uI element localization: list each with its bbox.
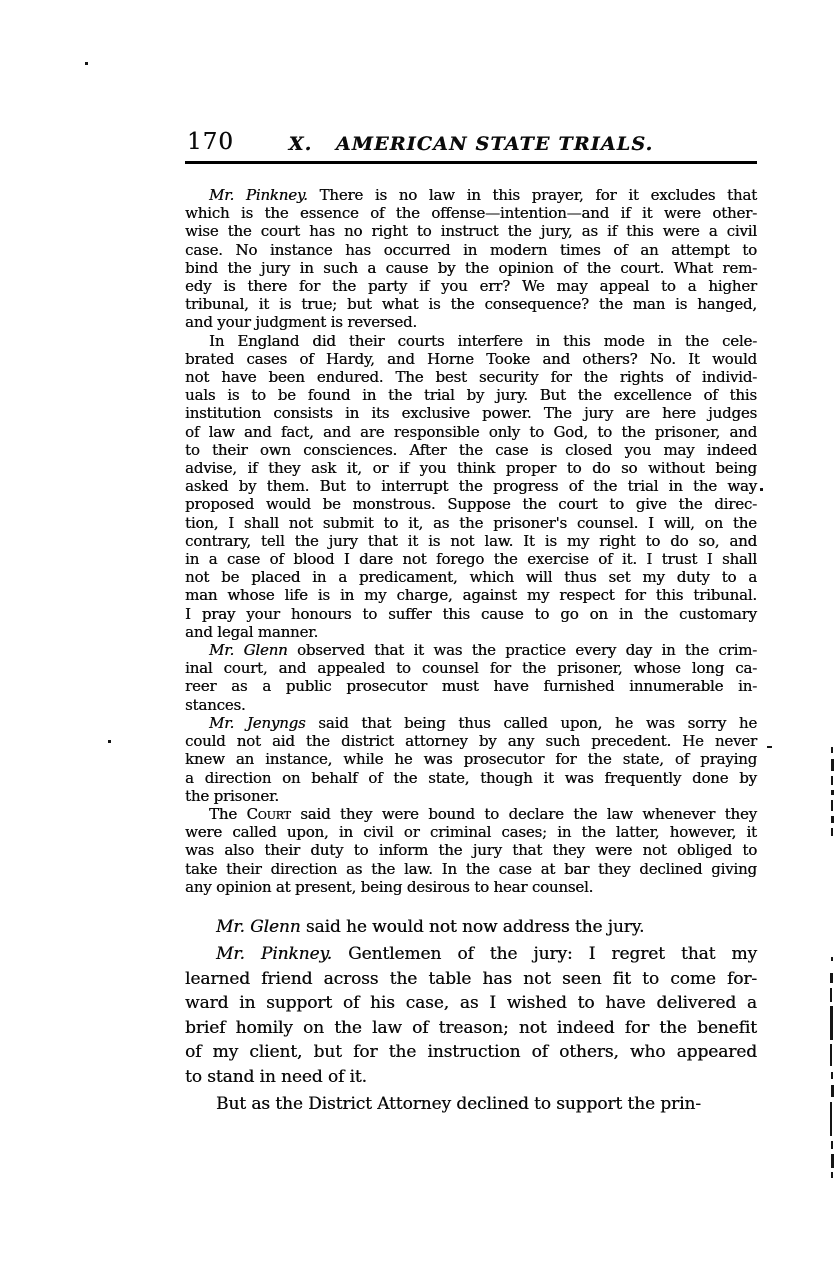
scan-artifact xyxy=(831,776,833,785)
text-line: tribunal, it is true; but what is the consequence? the man is hanged, xyxy=(185,295,757,314)
text-line: learned friend across the table has not seen fit to come for- xyxy=(185,968,757,989)
text-line: a direction on behalf of the state, though it was frequently done by xyxy=(185,768,757,787)
paragraph xyxy=(185,714,757,805)
text-line: the prisoner. xyxy=(185,786,279,805)
text-line: Mr. Pinkney. There is no law in this prayer, for it excludes that xyxy=(209,186,757,204)
text-line: inal court, and appealed to counsel for the prisoner, whose long ca- xyxy=(185,659,757,678)
text-line: brief homily on the law of treason; not indeed for the benefit xyxy=(185,1017,757,1038)
text-line: Mr. Pinkney. Gentlemen of the jury: I regret that my xyxy=(216,944,757,965)
scan-artifact xyxy=(831,957,833,961)
paragraph xyxy=(185,942,757,1089)
text-line: brated cases of Hardy, and Horne Tooke and others? No. It would xyxy=(185,349,757,368)
text-line: to stand in need of it. xyxy=(185,1066,367,1087)
text-line: which is the essence of the offense—intention—and if it were other- xyxy=(185,204,757,223)
text-line: asked by them. But to interrupt the progress of the trial in the way xyxy=(185,477,757,496)
scan-artifact xyxy=(85,62,88,65)
text-line: The Court said they were bound to declare the law whenever they xyxy=(209,804,757,823)
text-line: institution consists in its exclusive power. The jury are here judges xyxy=(185,404,757,423)
text-line: man whose life is in my charge, against my respect for this tribunal. xyxy=(185,586,757,605)
text-line: knew an instance, while he was prosecutor for the state, of praying xyxy=(185,750,757,769)
text-line: stances. xyxy=(185,695,246,714)
text-line: could not aid the district attorney by any such precedent. He never xyxy=(185,732,757,751)
paragraph xyxy=(185,1092,757,1117)
text-line: uals is to be found in the trial by jury. But the excellence of this xyxy=(185,386,757,405)
scan-artifact xyxy=(830,1102,832,1136)
scan-artifact xyxy=(830,973,833,983)
scan-artifact xyxy=(831,800,833,811)
scan-artifact xyxy=(831,747,833,753)
text-line: take their direction as the law. In the case at bar they declined giving xyxy=(185,859,757,878)
scan-artifact xyxy=(108,740,111,743)
text-line: But as the District Attorney declined to support the prin- xyxy=(216,1094,701,1115)
scan-artifact xyxy=(831,828,833,836)
text-line: case. No instance has occurred in modern times of an attempt to xyxy=(185,240,757,259)
paragraph xyxy=(185,915,757,940)
text-line: and your judgment is reversed. xyxy=(185,313,417,332)
scan-artifact xyxy=(830,988,832,1002)
scan-artifact xyxy=(831,1154,834,1168)
text-line: advise, if they ask it, or if you think proper to do so without being xyxy=(185,459,757,478)
text-line: reer as a public prosecutor must have furnished innumerable in- xyxy=(185,677,757,696)
text-line: and legal manner. xyxy=(185,622,319,641)
scan-artifact xyxy=(831,1085,834,1097)
text-line: not have been endured. The best security for the rights of individ- xyxy=(185,368,757,387)
section-small xyxy=(185,186,757,896)
scan-artifact xyxy=(760,488,763,491)
paragraph xyxy=(185,186,757,332)
text-line: edy is there for the party if you err? We may appeal to a higher xyxy=(185,277,757,296)
text-line: Mr. Glenn observed that it was the practice every day in the crim- xyxy=(209,641,757,660)
section-large xyxy=(185,915,757,1117)
scan-artifact xyxy=(831,1072,833,1079)
text-line: ward in support of his case, as I wished to have delivered a xyxy=(185,993,757,1014)
scan-artifact xyxy=(831,759,834,771)
paragraph xyxy=(185,332,757,641)
page-number: 170 xyxy=(187,129,234,155)
paragraph xyxy=(185,805,757,896)
scan-artifact xyxy=(830,1044,832,1066)
text-line: Mr. Glenn said he would not now address the jury. xyxy=(216,916,645,937)
text-line: to their own consciences. After the case is closed you may indeed xyxy=(185,440,757,459)
text-line: of my client, but for the instruction of others, who appeared xyxy=(185,1042,757,1063)
text-line: were called upon, in civil or criminal cases; in the latter, however, it xyxy=(185,823,757,842)
scan-artifact xyxy=(831,1141,833,1149)
scan-artifact xyxy=(831,816,834,823)
scan-artifact xyxy=(830,1006,833,1040)
scan-artifact xyxy=(831,790,834,795)
text-line: wise the court has no right to instruct the jury, as if this were a civil xyxy=(185,222,757,241)
text-line: Mr. Jenyngs said that being thus called upon, he was sorry he xyxy=(209,713,757,732)
text-body xyxy=(185,186,757,1117)
text-line: any opinion at present, being desirous to hear counsel. xyxy=(185,877,594,896)
text-line: I pray your honours to suffer this cause to go on in the customary xyxy=(185,604,757,623)
text-line: was also their duty to inform the jury that they were not obliged to xyxy=(185,841,757,860)
scan-artifact xyxy=(831,1172,833,1178)
header-rule xyxy=(185,161,757,164)
page-title: X. AMERICAN STATE TRIALS. xyxy=(288,133,654,155)
text-line: not be placed in a predicament, which will thus set my duty to a xyxy=(185,568,757,587)
text-line: of law and fact, and are responsible only to God, to the prisoner, and xyxy=(185,422,757,441)
text-line: In England did their courts interfere in this mode in the cele- xyxy=(209,331,757,350)
text-line: in a case of blood I dare not forego the exercise of it. I trust I shall xyxy=(185,550,757,569)
text-line: proposed would be monstrous. Suppose the court to give the direc- xyxy=(185,495,757,514)
text-line: tion, I shall not submit to it, as the prisoner's counsel. I will, on the xyxy=(185,513,757,532)
text-line: bind the jury in such a cause by the opinion of the court. What rem- xyxy=(185,258,757,277)
text-line: contrary, tell the jury that it is not law. It is my right to do so, and xyxy=(185,531,757,550)
paragraph xyxy=(185,641,757,714)
scan-artifact xyxy=(767,746,772,748)
